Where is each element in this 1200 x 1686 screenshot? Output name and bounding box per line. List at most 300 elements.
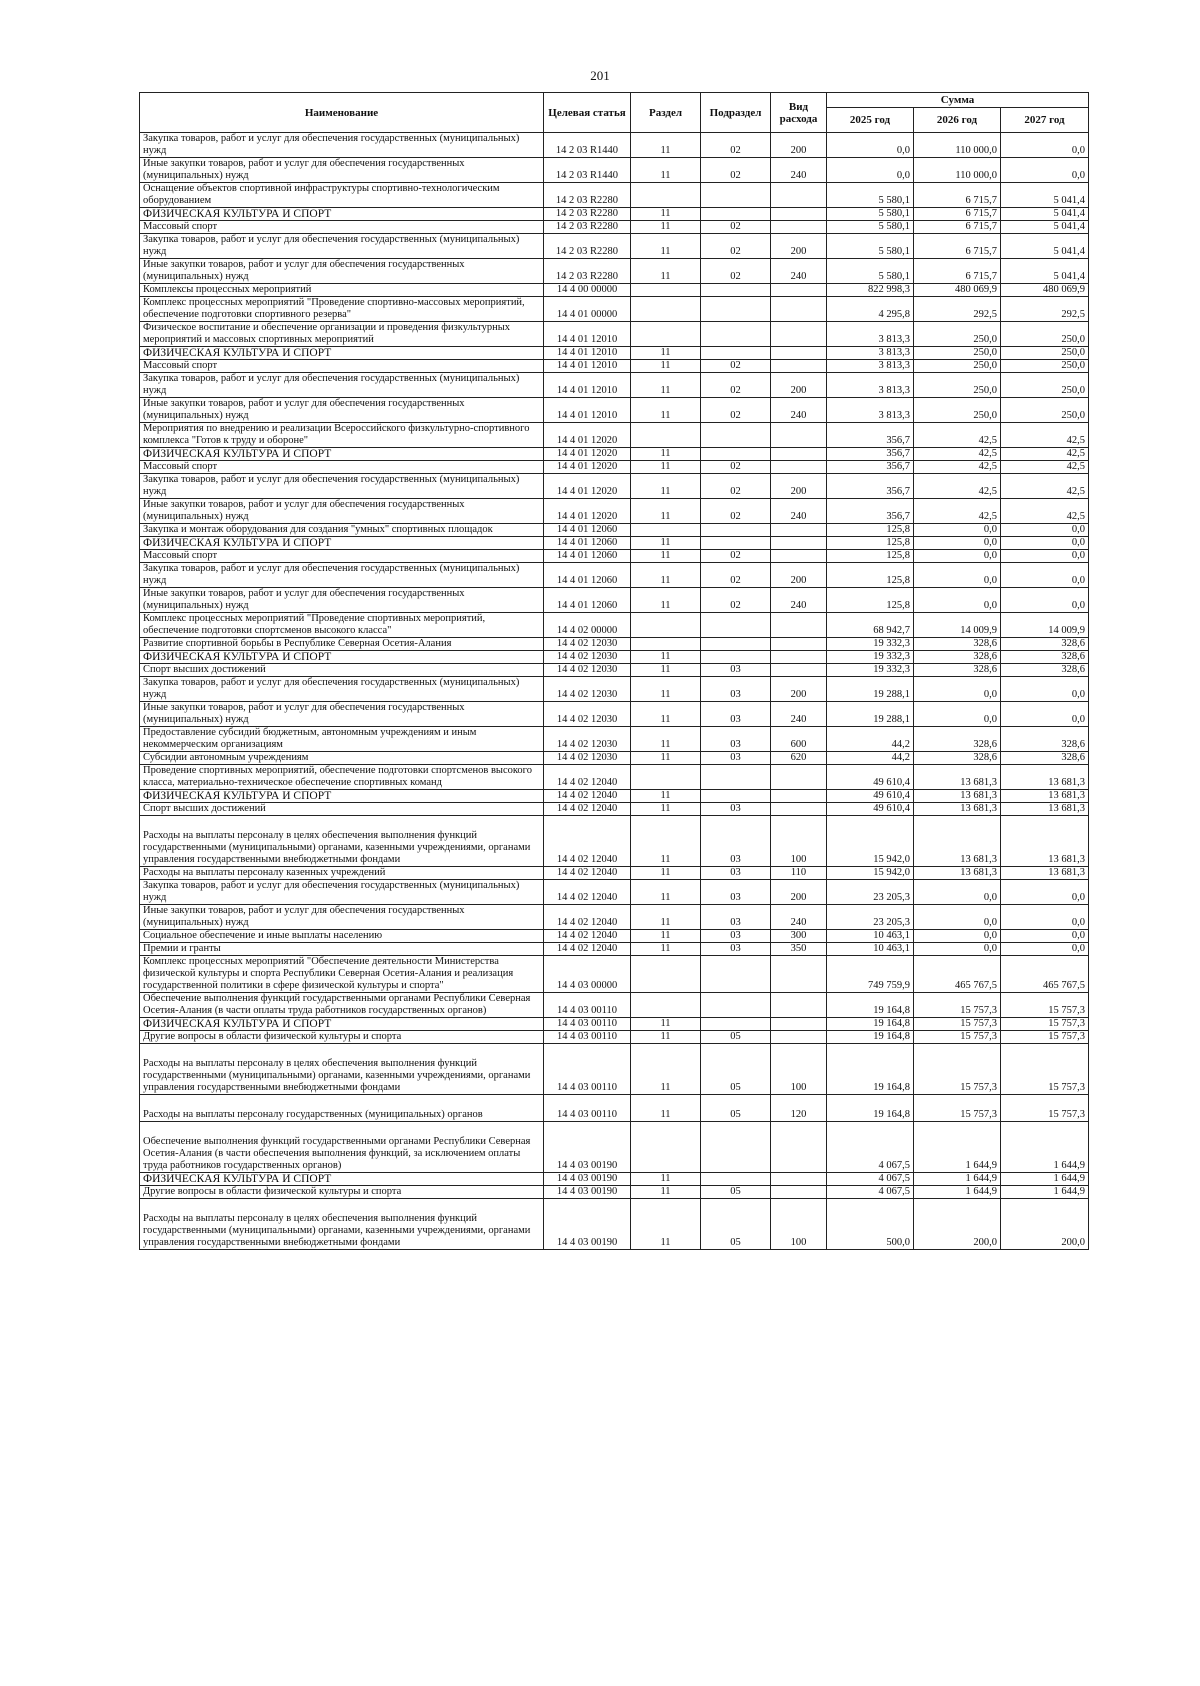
row-name: Иные закупки товаров, работ и услуг для обеспечения государственных (муниципальных) нужд xyxy=(140,499,544,524)
row-name: ФИЗИЧЕСКАЯ КУЛЬТУРА И СПОРТ xyxy=(140,651,544,664)
row-target-code: 14 4 03 00110 xyxy=(544,1018,631,1031)
row-subsection xyxy=(701,284,771,297)
row-sum-2027: 15 757,3 xyxy=(1001,1018,1089,1031)
table-row xyxy=(140,880,1089,905)
row-expense-type xyxy=(771,550,827,563)
row-section: 11 xyxy=(631,588,701,613)
table-row xyxy=(140,499,1089,524)
row-target-code: 14 4 01 12010 xyxy=(544,360,631,373)
row-subsection xyxy=(701,790,771,803)
row-sum-2026: 0,0 xyxy=(914,677,1001,702)
row-sum-2027: 250,0 xyxy=(1001,373,1089,398)
row-section xyxy=(631,183,701,208)
row-section xyxy=(631,765,701,790)
row-subsection: 03 xyxy=(701,803,771,816)
row-expense-type xyxy=(771,524,827,537)
row-expense-type: 240 xyxy=(771,702,827,727)
row-sum-2025: 125,8 xyxy=(827,588,914,613)
row-subsection: 03 xyxy=(701,930,771,943)
row-sum-2025: 19 332,3 xyxy=(827,651,914,664)
row-sum-2025: 44,2 xyxy=(827,752,914,765)
row-sum-2027: 200,0 xyxy=(1001,1199,1089,1250)
row-name: Развитие спортивной борьбы в Республике Северная Осетия-Алания xyxy=(140,638,544,651)
table-row xyxy=(140,765,1089,790)
row-name: Обеспечение выполнения функций государственными органами Республики Северная Осетия-Алания (в части обеспечения выполнения функций, за исключением оплаты труда работников государственных органов) xyxy=(140,1122,544,1173)
row-sum-2026: 0,0 xyxy=(914,537,1001,550)
row-sum-2026: 328,6 xyxy=(914,651,1001,664)
row-sum-2025: 4 067,5 xyxy=(827,1173,914,1186)
row-sum-2027: 250,0 xyxy=(1001,360,1089,373)
row-sum-2027: 0,0 xyxy=(1001,930,1089,943)
row-section: 11 xyxy=(631,448,701,461)
row-sum-2025: 19 164,8 xyxy=(827,1031,914,1044)
row-sum-2025: 19 164,8 xyxy=(827,993,914,1018)
row-target-code: 14 4 03 00110 xyxy=(544,1031,631,1044)
row-subsection: 02 xyxy=(701,259,771,284)
row-sum-2026: 6 715,7 xyxy=(914,259,1001,284)
row-section xyxy=(631,993,701,1018)
row-target-code: 14 2 03 R1440 xyxy=(544,133,631,158)
row-section: 11 xyxy=(631,867,701,880)
row-sum-2026: 1 644,9 xyxy=(914,1173,1001,1186)
row-expense-type xyxy=(771,651,827,664)
row-name: Иные закупки товаров, работ и услуг для обеспечения государственных (муниципальных) нужд xyxy=(140,905,544,930)
table-row xyxy=(140,1018,1089,1031)
row-sum-2025: 15 942,0 xyxy=(827,867,914,880)
row-sum-2026: 14 009,9 xyxy=(914,613,1001,638)
table-row xyxy=(140,1095,1089,1122)
row-name: Иные закупки товаров, работ и услуг для обеспечения государственных (муниципальных) нужд xyxy=(140,398,544,423)
row-section xyxy=(631,297,701,322)
row-section: 11 xyxy=(631,905,701,930)
row-sum-2026: 13 681,3 xyxy=(914,816,1001,867)
row-section: 11 xyxy=(631,702,701,727)
row-expense-type: 200 xyxy=(771,133,827,158)
row-target-code: 14 4 01 12020 xyxy=(544,423,631,448)
row-sum-2027: 13 681,3 xyxy=(1001,765,1089,790)
row-sum-2026: 200,0 xyxy=(914,1199,1001,1250)
row-sum-2027: 42,5 xyxy=(1001,448,1089,461)
row-sum-2025: 356,7 xyxy=(827,461,914,474)
row-section: 11 xyxy=(631,816,701,867)
row-sum-2027: 0,0 xyxy=(1001,158,1089,183)
row-name: Закупка товаров, работ и услуг для обеспечения государственных (муниципальных) нужд xyxy=(140,234,544,259)
row-sum-2025: 356,7 xyxy=(827,499,914,524)
row-sum-2026: 0,0 xyxy=(914,905,1001,930)
row-target-code: 14 2 03 R2280 xyxy=(544,208,631,221)
row-sum-2027: 13 681,3 xyxy=(1001,790,1089,803)
row-target-code: 14 4 01 12060 xyxy=(544,588,631,613)
row-section: 11 xyxy=(631,1186,701,1199)
row-sum-2025: 68 942,7 xyxy=(827,613,914,638)
row-target-code: 14 4 02 12030 xyxy=(544,702,631,727)
row-target-code: 14 4 02 12040 xyxy=(544,930,631,943)
row-subsection: 03 xyxy=(701,727,771,752)
row-sum-2026: 6 715,7 xyxy=(914,221,1001,234)
row-target-code: 14 4 02 12030 xyxy=(544,752,631,765)
row-subsection xyxy=(701,1173,771,1186)
row-sum-2027: 5 041,4 xyxy=(1001,183,1089,208)
row-sum-2026: 292,5 xyxy=(914,297,1001,322)
row-section xyxy=(631,1122,701,1173)
row-sum-2027: 0,0 xyxy=(1001,702,1089,727)
row-expense-type: 100 xyxy=(771,1044,827,1095)
row-subsection xyxy=(701,347,771,360)
row-sum-2026: 15 757,3 xyxy=(914,1018,1001,1031)
row-section xyxy=(631,322,701,347)
row-name: Массовый спорт xyxy=(140,221,544,234)
row-section: 11 xyxy=(631,1095,701,1122)
row-sum-2027: 250,0 xyxy=(1001,322,1089,347)
row-target-code: 14 4 01 12020 xyxy=(544,499,631,524)
row-section: 11 xyxy=(631,234,701,259)
row-name: Расходы на выплаты персоналу в целях обеспечения выполнения функций государственными (муниципальными) органами, казенными учреждениями, органами управления государственными внебюджетными фондами xyxy=(140,816,544,867)
table-row xyxy=(140,651,1089,664)
row-section: 11 xyxy=(631,360,701,373)
row-sum-2025: 3 813,3 xyxy=(827,347,914,360)
row-name: Физическое воспитание и обеспечение организации и проведения физкультурных мероприятий и массовых спортивных мероприятий xyxy=(140,322,544,347)
row-name: Мероприятия по внедрению и реализации Всероссийского физкультурно-спортивного комплекса "Готов к труду и обороне" xyxy=(140,423,544,448)
row-expense-type xyxy=(771,790,827,803)
row-expense-type: 200 xyxy=(771,234,827,259)
row-sum-2025: 356,7 xyxy=(827,474,914,499)
row-target-code: 14 4 03 00190 xyxy=(544,1186,631,1199)
header-sum: Сумма xyxy=(827,93,1089,108)
row-subsection: 02 xyxy=(701,234,771,259)
row-sum-2027: 250,0 xyxy=(1001,398,1089,423)
row-sum-2026: 465 767,5 xyxy=(914,956,1001,993)
row-name: Иные закупки товаров, работ и услуг для обеспечения государственных (муниципальных) нужд xyxy=(140,588,544,613)
row-sum-2026: 110 000,0 xyxy=(914,133,1001,158)
header-2026: 2026 год xyxy=(914,108,1001,133)
row-expense-type xyxy=(771,284,827,297)
row-subsection xyxy=(701,765,771,790)
row-sum-2026: 42,5 xyxy=(914,461,1001,474)
row-section: 11 xyxy=(631,208,701,221)
row-sum-2025: 356,7 xyxy=(827,423,914,448)
table-row xyxy=(140,1173,1089,1186)
row-sum-2025: 125,8 xyxy=(827,537,914,550)
row-sum-2027: 250,0 xyxy=(1001,347,1089,360)
row-sum-2025: 10 463,1 xyxy=(827,943,914,956)
table-row xyxy=(140,461,1089,474)
row-expense-type: 240 xyxy=(771,259,827,284)
row-target-code: 14 4 03 00110 xyxy=(544,1095,631,1122)
row-section: 11 xyxy=(631,664,701,677)
row-sum-2025: 0,0 xyxy=(827,133,914,158)
row-sum-2025: 15 942,0 xyxy=(827,816,914,867)
row-subsection: 05 xyxy=(701,1199,771,1250)
row-sum-2026: 13 681,3 xyxy=(914,803,1001,816)
row-subsection: 02 xyxy=(701,360,771,373)
table-row xyxy=(140,930,1089,943)
row-sum-2026: 328,6 xyxy=(914,664,1001,677)
table-row xyxy=(140,398,1089,423)
row-sum-2025: 19 164,8 xyxy=(827,1018,914,1031)
budget-table xyxy=(139,92,1089,1250)
row-subsection: 03 xyxy=(701,943,771,956)
row-section: 11 xyxy=(631,752,701,765)
table-row xyxy=(140,259,1089,284)
row-expense-type: 100 xyxy=(771,816,827,867)
table-row xyxy=(140,867,1089,880)
table-row xyxy=(140,956,1089,993)
row-target-code: 14 4 01 00000 xyxy=(544,297,631,322)
row-name: Другие вопросы в области физической культуры и спорта xyxy=(140,1186,544,1199)
row-sum-2025: 5 580,1 xyxy=(827,183,914,208)
row-subsection xyxy=(701,1018,771,1031)
row-expense-type: 240 xyxy=(771,905,827,930)
row-sum-2025: 4 067,5 xyxy=(827,1186,914,1199)
row-subsection xyxy=(701,638,771,651)
row-name: ФИЗИЧЕСКАЯ КУЛЬТУРА И СПОРТ xyxy=(140,1018,544,1031)
table-row xyxy=(140,905,1089,930)
table-row xyxy=(140,563,1089,588)
row-sum-2027: 0,0 xyxy=(1001,537,1089,550)
row-sum-2027: 0,0 xyxy=(1001,550,1089,563)
table-row xyxy=(140,537,1089,550)
row-expense-type: 200 xyxy=(771,474,827,499)
row-subsection: 02 xyxy=(701,563,771,588)
row-subsection xyxy=(701,956,771,993)
row-section xyxy=(631,956,701,993)
row-expense-type xyxy=(771,638,827,651)
row-name: Социальное обеспечение и иные выплаты населению xyxy=(140,930,544,943)
row-section: 11 xyxy=(631,373,701,398)
row-sum-2025: 49 610,4 xyxy=(827,803,914,816)
row-sum-2027: 0,0 xyxy=(1001,677,1089,702)
row-section: 11 xyxy=(631,537,701,550)
table-row xyxy=(140,727,1089,752)
table-row xyxy=(140,448,1089,461)
row-sum-2027: 0,0 xyxy=(1001,524,1089,537)
row-section xyxy=(631,423,701,448)
row-name: Спорт высших достижений xyxy=(140,664,544,677)
row-expense-type xyxy=(771,347,827,360)
row-sum-2025: 10 463,1 xyxy=(827,930,914,943)
row-section: 11 xyxy=(631,259,701,284)
row-sum-2025: 125,8 xyxy=(827,524,914,537)
row-section xyxy=(631,284,701,297)
row-subsection: 05 xyxy=(701,1186,771,1199)
table-row xyxy=(140,208,1089,221)
header-subsection: Подраздел xyxy=(701,93,771,133)
row-name: Расходы на выплаты персоналу в целях обеспечения выполнения функций государственными (муниципальными) органами, казенными учреждениями, органами управления государственными внебюджетными фондами xyxy=(140,1199,544,1250)
row-target-code: 14 4 03 00110 xyxy=(544,1044,631,1095)
row-sum-2027: 292,5 xyxy=(1001,297,1089,322)
table-row xyxy=(140,702,1089,727)
row-target-code: 14 4 02 12040 xyxy=(544,880,631,905)
table-row xyxy=(140,1031,1089,1044)
row-sum-2027: 42,5 xyxy=(1001,474,1089,499)
row-subsection: 03 xyxy=(701,702,771,727)
table-row xyxy=(140,183,1089,208)
row-sum-2027: 1 644,9 xyxy=(1001,1186,1089,1199)
row-sum-2026: 0,0 xyxy=(914,550,1001,563)
row-name: ФИЗИЧЕСКАЯ КУЛЬТУРА И СПОРТ xyxy=(140,347,544,360)
row-expense-type: 240 xyxy=(771,398,827,423)
row-expense-type: 240 xyxy=(771,588,827,613)
row-target-code: 14 4 02 12040 xyxy=(544,943,631,956)
row-sum-2027: 42,5 xyxy=(1001,499,1089,524)
row-sum-2025: 5 580,1 xyxy=(827,221,914,234)
row-section: 11 xyxy=(631,221,701,234)
row-target-code: 14 4 03 00000 xyxy=(544,956,631,993)
row-sum-2027: 13 681,3 xyxy=(1001,816,1089,867)
row-section: 11 xyxy=(631,499,701,524)
row-expense-type xyxy=(771,297,827,322)
row-sum-2025: 500,0 xyxy=(827,1199,914,1250)
row-subsection: 03 xyxy=(701,664,771,677)
row-subsection: 02 xyxy=(701,373,771,398)
row-subsection: 02 xyxy=(701,474,771,499)
row-subsection: 03 xyxy=(701,752,771,765)
row-name: Массовый спорт xyxy=(140,360,544,373)
row-expense-type: 200 xyxy=(771,677,827,702)
row-sum-2026: 250,0 xyxy=(914,398,1001,423)
row-subsection: 03 xyxy=(701,880,771,905)
row-sum-2026: 0,0 xyxy=(914,930,1001,943)
row-name: ФИЗИЧЕСКАЯ КУЛЬТУРА И СПОРТ xyxy=(140,208,544,221)
table-row xyxy=(140,360,1089,373)
row-sum-2027: 42,5 xyxy=(1001,423,1089,448)
row-sum-2026: 0,0 xyxy=(914,943,1001,956)
row-name: Закупка товаров, работ и услуг для обеспечения государственных (муниципальных) нужд xyxy=(140,880,544,905)
row-sum-2025: 19 332,3 xyxy=(827,638,914,651)
row-sum-2027: 15 757,3 xyxy=(1001,1095,1089,1122)
row-name: Спорт высших достижений xyxy=(140,803,544,816)
row-subsection: 02 xyxy=(701,221,771,234)
header-2025: 2025 год xyxy=(827,108,914,133)
row-name: Субсидии автономным учреждениям xyxy=(140,752,544,765)
row-section: 11 xyxy=(631,1031,701,1044)
row-target-code: 14 4 02 12040 xyxy=(544,803,631,816)
row-expense-type xyxy=(771,1031,827,1044)
row-subsection: 05 xyxy=(701,1044,771,1095)
row-sum-2027: 328,6 xyxy=(1001,664,1089,677)
row-sum-2026: 15 757,3 xyxy=(914,1044,1001,1095)
row-sum-2026: 1 644,9 xyxy=(914,1122,1001,1173)
table-row xyxy=(140,284,1089,297)
row-sum-2027: 5 041,4 xyxy=(1001,221,1089,234)
row-name: Закупка товаров, работ и услуг для обеспечения государственных (муниципальных) нужд xyxy=(140,133,544,158)
row-section: 11 xyxy=(631,943,701,956)
table-row xyxy=(140,297,1089,322)
row-target-code: 14 4 02 00000 xyxy=(544,613,631,638)
table-row xyxy=(140,790,1089,803)
table-row xyxy=(140,803,1089,816)
row-target-code: 14 2 03 R2280 xyxy=(544,183,631,208)
row-subsection: 05 xyxy=(701,1095,771,1122)
row-name: ФИЗИЧЕСКАЯ КУЛЬТУРА И СПОРТ xyxy=(140,448,544,461)
row-sum-2027: 5 041,4 xyxy=(1001,208,1089,221)
table-row xyxy=(140,158,1089,183)
row-name: Расходы на выплаты персоналу в целях обеспечения выполнения функций государственными (муниципальными) органами, казенными учреждениями, органами управления государственными внебюджетными фондами xyxy=(140,1044,544,1095)
row-expense-type: 200 xyxy=(771,563,827,588)
row-sum-2025: 3 813,3 xyxy=(827,360,914,373)
row-subsection: 02 xyxy=(701,588,771,613)
row-subsection: 03 xyxy=(701,905,771,930)
row-sum-2025: 23 205,3 xyxy=(827,905,914,930)
row-sum-2025: 356,7 xyxy=(827,448,914,461)
row-sum-2027: 15 757,3 xyxy=(1001,993,1089,1018)
table-row xyxy=(140,1199,1089,1250)
row-expense-type: 100 xyxy=(771,1199,827,1250)
table-row xyxy=(140,373,1089,398)
row-subsection: 03 xyxy=(701,816,771,867)
row-sum-2026: 1 644,9 xyxy=(914,1186,1001,1199)
row-sum-2027: 42,5 xyxy=(1001,461,1089,474)
row-name: Комплексы процессных мероприятий xyxy=(140,284,544,297)
row-section: 11 xyxy=(631,1199,701,1250)
row-section: 11 xyxy=(631,790,701,803)
row-sum-2025: 822 998,3 xyxy=(827,284,914,297)
row-sum-2026: 6 715,7 xyxy=(914,234,1001,259)
row-sum-2025: 125,8 xyxy=(827,550,914,563)
row-name: Расходы на выплаты персоналу государственных (муниципальных) органов xyxy=(140,1095,544,1122)
row-subsection xyxy=(701,208,771,221)
row-sum-2025: 49 610,4 xyxy=(827,765,914,790)
row-expense-type xyxy=(771,322,827,347)
row-sum-2027: 0,0 xyxy=(1001,563,1089,588)
row-name: Комплекс процессных мероприятий "Проведение спортивно-массовых мероприятий, обеспечение подготовки спортивного резерва" xyxy=(140,297,544,322)
row-section: 11 xyxy=(631,550,701,563)
table-row xyxy=(140,613,1089,638)
row-target-code: 14 4 02 12040 xyxy=(544,765,631,790)
row-subsection: 02 xyxy=(701,133,771,158)
row-name: Другие вопросы в области физической культуры и спорта xyxy=(140,1031,544,1044)
row-expense-type: 120 xyxy=(771,1095,827,1122)
row-target-code: 14 4 02 12030 xyxy=(544,727,631,752)
row-target-code: 14 2 03 R2280 xyxy=(544,234,631,259)
row-section xyxy=(631,524,701,537)
row-sum-2026: 328,6 xyxy=(914,752,1001,765)
row-name: Иные закупки товаров, работ и услуг для обеспечения государственных (муниципальных) нужд xyxy=(140,702,544,727)
row-target-code: 14 4 00 00000 xyxy=(544,284,631,297)
row-sum-2025: 5 580,1 xyxy=(827,259,914,284)
row-section: 11 xyxy=(631,880,701,905)
row-target-code: 14 4 03 00190 xyxy=(544,1199,631,1250)
row-expense-type xyxy=(771,423,827,448)
row-section: 11 xyxy=(631,651,701,664)
row-subsection xyxy=(701,537,771,550)
row-sum-2026: 250,0 xyxy=(914,322,1001,347)
table-row xyxy=(140,1122,1089,1173)
row-expense-type: 200 xyxy=(771,373,827,398)
row-sum-2026: 13 681,3 xyxy=(914,790,1001,803)
row-sum-2027: 0,0 xyxy=(1001,133,1089,158)
row-expense-type xyxy=(771,1122,827,1173)
row-subsection xyxy=(701,613,771,638)
row-sum-2027: 328,6 xyxy=(1001,752,1089,765)
row-sum-2026: 0,0 xyxy=(914,880,1001,905)
row-expense-type xyxy=(771,956,827,993)
row-expense-type xyxy=(771,765,827,790)
row-expense-type xyxy=(771,1186,827,1199)
row-section: 11 xyxy=(631,727,701,752)
row-sum-2026: 0,0 xyxy=(914,702,1001,727)
table-row xyxy=(140,993,1089,1018)
row-sum-2026: 42,5 xyxy=(914,499,1001,524)
row-subsection xyxy=(701,448,771,461)
row-subsection xyxy=(701,993,771,1018)
row-sum-2025: 19 164,8 xyxy=(827,1095,914,1122)
row-section: 11 xyxy=(631,347,701,360)
row-target-code: 14 2 03 R1440 xyxy=(544,158,631,183)
row-expense-type xyxy=(771,183,827,208)
row-subsection: 03 xyxy=(701,867,771,880)
row-expense-type xyxy=(771,803,827,816)
